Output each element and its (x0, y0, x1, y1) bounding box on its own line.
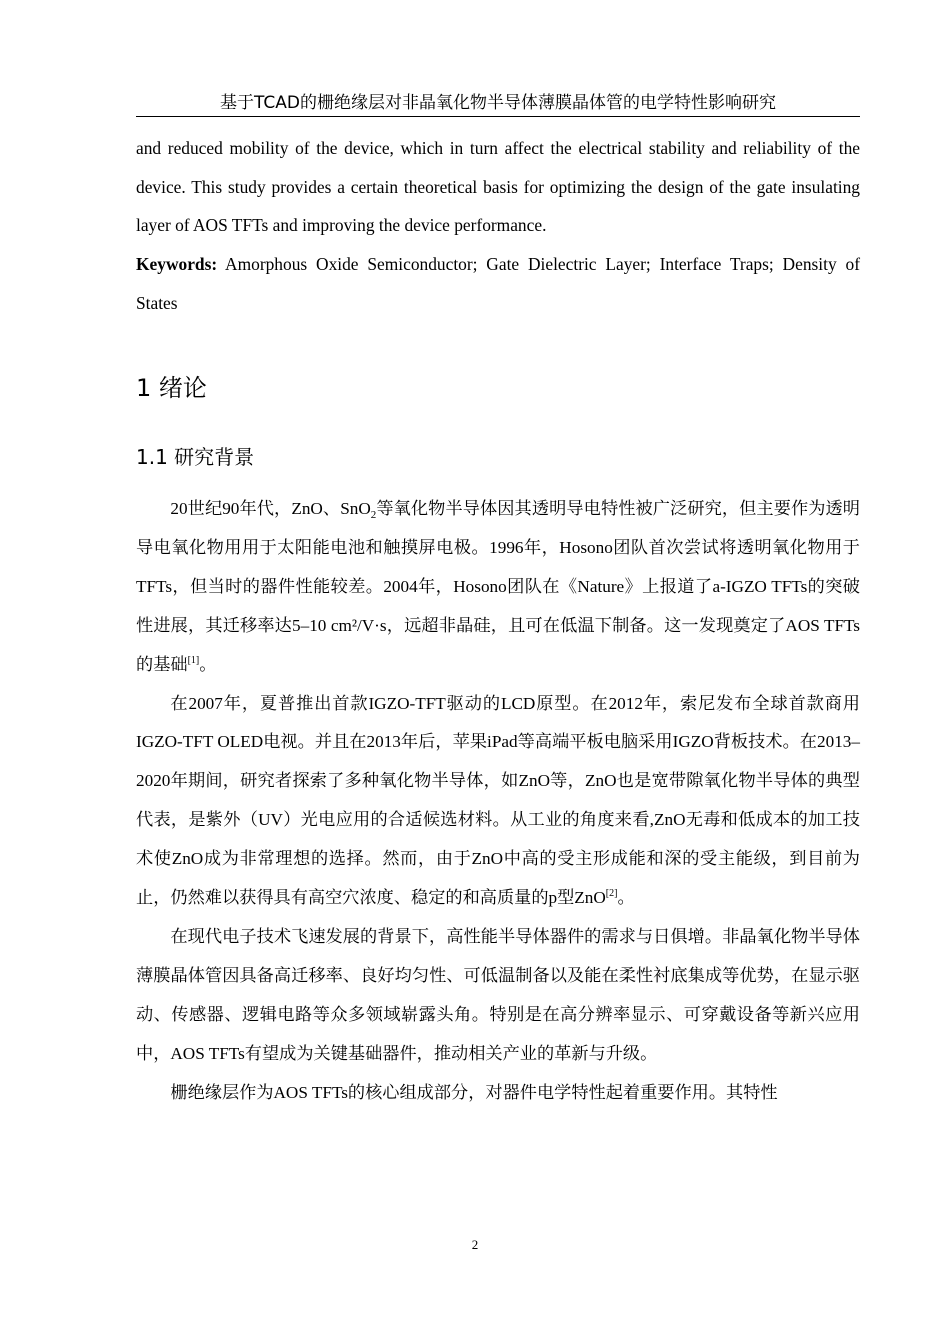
paragraph-3: 在现代电子技术飞速发展的背景下，高性能半导体器件的需求与日俱增。非晶氧化物半导体薄膜晶体管因具备高迁移率、良好均匀性、可低温制备以及能在柔性衬底集成等优势，在显示驱动、传感器、逻辑电路等众多领域崭露头角。特别是在高分辨率显示、可穿戴设备等新兴应用中，AOS TFTs有望成为关键基础器件，推动相关产业的革新与升级。 (136, 926, 860, 1063)
abstract-continuation: and reduced mobility of the device, which in turn affect the electrical stability and reliability of the device. This study provides a certain theoretical basis for optimizing the design of the gate insulating layer of AOS TFTs and improving the device performance. (136, 138, 860, 236)
keywords-text: Amorphous Oxide Semiconductor; Gate Dielectric Layer; Interface Traps; Density of States (136, 254, 860, 313)
paragraph-4: 栅绝缘层作为AOS TFTs的核心组成部分，对器件电学特性起着重要作用。其特性 (170, 1082, 778, 1102)
page-number: 2 (471, 1237, 479, 1252)
keywords-label: Keywords: (136, 254, 218, 275)
paragraph-1-text-b: 等氧化物半导体因其透明导电特性被广泛研究，但主要作为透明导电氧化物用用于太阳能电池和触摸屏电极。1996年，Hosono团队首次尝试将透明氧化物用于TFTs，但当时的器件性能较差。2004年，Hosono团队在《Nature》上报道了a-IGZO TFTs的突破性进展，其迁移率达5–10 cm²/V·s，远超非晶硅，且可在低温下制备。这一发现奠定了AOS TFTs的基础 (136, 499, 860, 674)
section-body (136, 490, 860, 1113)
section-heading: 1.1 研究背景 (136, 445, 255, 469)
paragraph-1-end: 。 (199, 654, 217, 674)
paragraph-2-end: 。 (617, 888, 635, 908)
main-content (136, 129, 860, 1102)
paragraph-2 (136, 685, 860, 918)
paragraph-1 (136, 490, 860, 685)
paragraph-2-text: 在2007年，夏普推出首款IGZO-TFT驱动的LCD原型。在2012年，索尼发布全球首款商用IGZO-TFT OLED电视。并且在2013年后，苹果iPad等高端平板电脑采用IGZO背板技术。在2013–2020年期间，研究者探索了多种氧化物半导体，如ZnO等，ZnO也是宽带隙氧化物半导体的典型代表，是紫外（UV）光电应用的合适候选材料。从工业的角度来看,ZnO无毒和低成本的加工技术使ZnO成为非常理想的选择。然而，由于ZnO中高的受主形成能和深的受主能级，到目前为止，仍然难以获得具有高空穴浓度、稳定的和高质量的p型ZnO (136, 693, 860, 908)
paragraph-1-text-a: 20世纪90年代，ZnO、SnO (170, 499, 371, 518)
header-rule (136, 116, 860, 117)
citation-ref-2[interactable]: [2] (605, 888, 618, 900)
subscript: 2 (370, 509, 377, 521)
keywords-line (136, 245, 860, 322)
citation-ref-1[interactable]: [1] (187, 654, 200, 666)
running-header: 基于TCAD的栅绝缘层对非晶氧化物半导体薄膜晶体管的电学特性影响研究 (220, 93, 776, 113)
chapter-heading: 1 绪论 (136, 374, 207, 402)
